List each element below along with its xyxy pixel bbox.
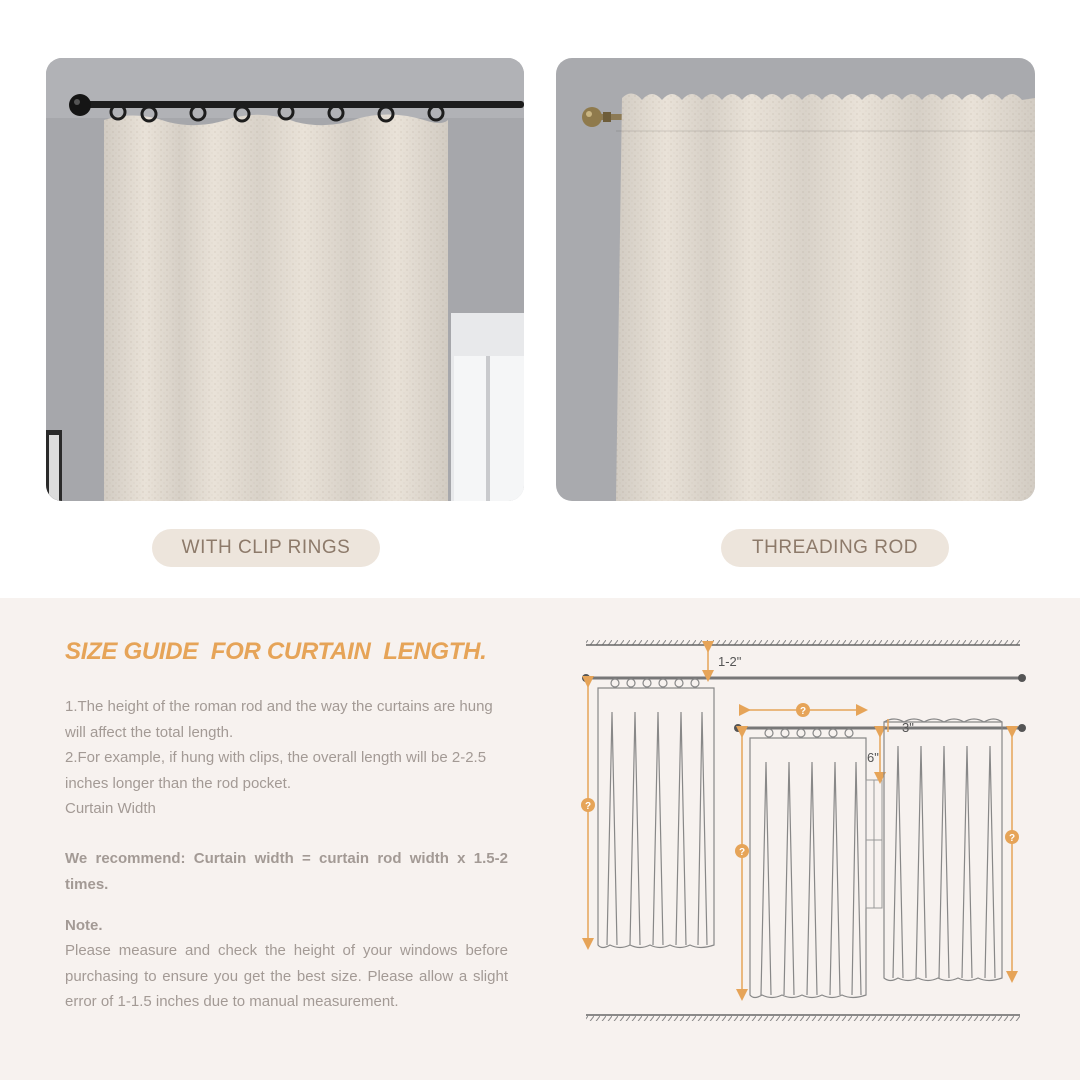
svg-text:?: ? <box>739 847 746 858</box>
note-body: Please measure and check the height of your windows before purchasing to ensure you get the best size. Please allow a slight error of 1-1.5 inches due to manual measurement. <box>65 942 508 1010</box>
caption-threading-rod: THREADING ROD <box>721 529 949 567</box>
photo-clip-rings <box>46 58 524 501</box>
guide-line-2: 2.For example, if hung with clips, the overall length will be 2-2.5 inches longer than the rod pocket. <box>65 749 487 792</box>
photo-threading-rod <box>556 58 1035 501</box>
svg-text:?: ? <box>800 706 807 717</box>
label-top-gap: 1-2" <box>718 654 742 669</box>
curtain-a <box>598 679 714 948</box>
svg-text:?: ? <box>1009 833 1016 844</box>
svg-text:?: ? <box>585 801 592 812</box>
caption-clip-rings: WITH CLIP RINGS <box>152 529 380 567</box>
label-clip-drop: 6" <box>867 750 879 765</box>
label-rod-pocket: 3" <box>902 720 914 735</box>
curtain-c <box>884 719 1002 981</box>
guide-line-1: 1.The height of the roman rod and the way the curtains are hung will affect the total length. <box>65 698 493 741</box>
recommendation: We recommend: Curtain width = curtain rod width x 1.5-2 times. <box>65 850 508 893</box>
curtain-length-diagram <box>570 628 1040 1028</box>
window-frame <box>866 780 882 908</box>
guide-title: SIZE GUIDE FOR CURTAIN LENGTH. <box>65 638 487 665</box>
size-guide-panel <box>0 598 1080 1080</box>
floor-hatch <box>586 1015 1020 1021</box>
guide-line-3: Curtain Width <box>65 800 156 817</box>
note-heading: Note. <box>65 917 103 934</box>
curtain-b <box>750 729 866 998</box>
